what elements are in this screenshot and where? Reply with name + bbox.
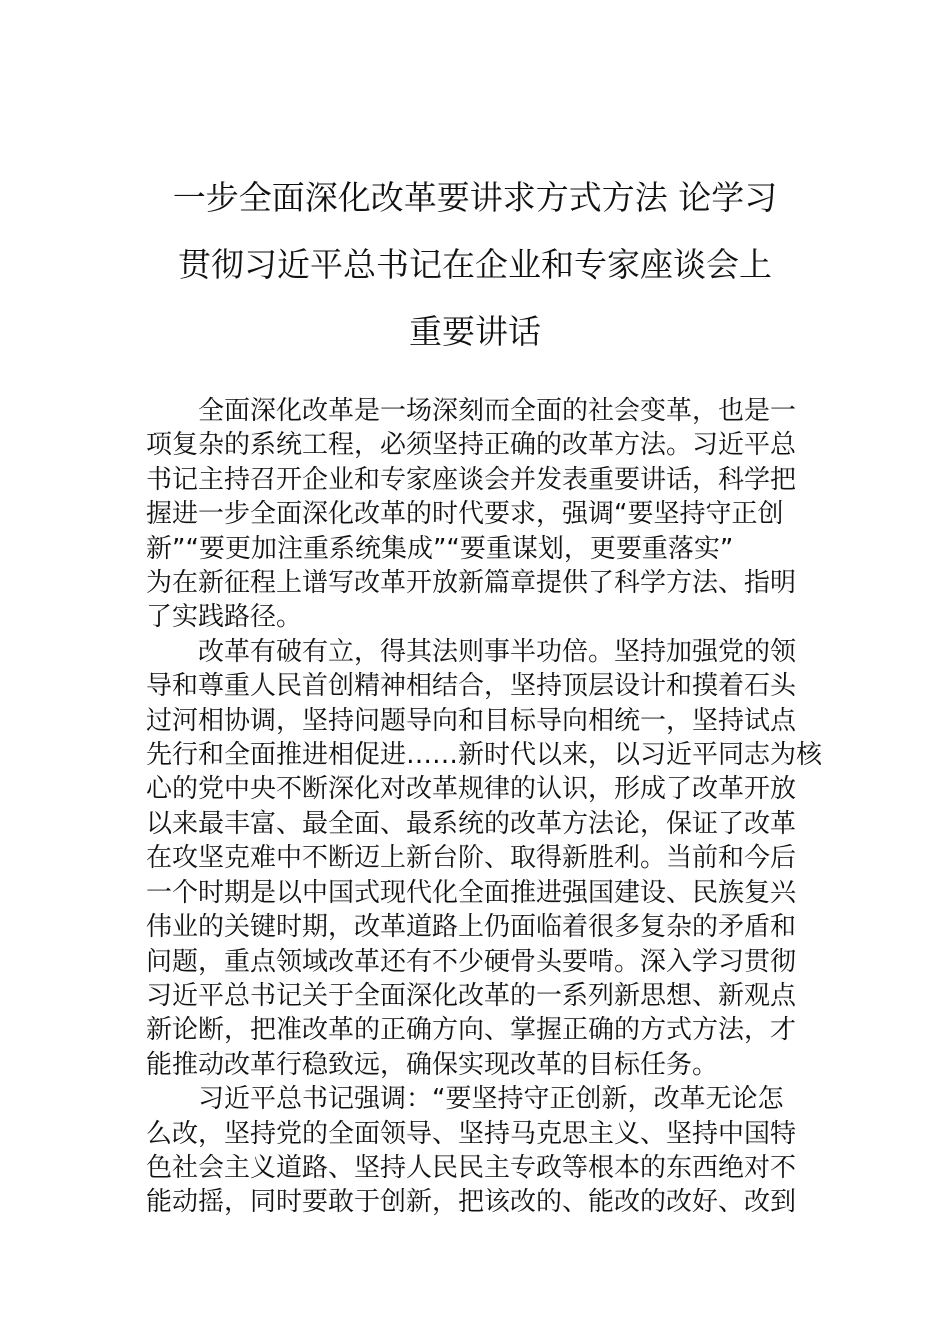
text-line: 全面深化改革是一场深刻而全面的社会变革，也是一: [198, 396, 797, 426]
text-line: 握进一步全面深化改革的时代要求，强调“要坚持守正创: [146, 499, 784, 530]
document-body: [146, 394, 823, 1220]
text-line: 书记主持召开企业和专家座谈会并发表重要讲话，科学把: [146, 464, 797, 495]
text-line: 新论断，把准改革的正确方向、掌握正确的方式方法，才: [146, 1015, 797, 1046]
paragraph: [146, 635, 823, 1082]
text-line: 了实践路径。: [146, 602, 303, 633]
text-line: 色社会主义道路、坚持人民民主专政等根本的东西绝对不: [146, 1152, 797, 1183]
text-line: 伟业的关键时期，改革道路上仍面临着很多复杂的矛盾和: [146, 912, 797, 943]
text-line: 以来最丰富、最全面、最系统的改革方法论，保证了改革: [146, 808, 797, 839]
text-line: 一个时期是以中国式现代化全面推进强国建设、民族复兴: [146, 877, 797, 908]
text-line: 能推动改革行稳致远，确保实现改革的目标任务。: [146, 1049, 719, 1080]
text-line: 项复杂的系统工程，必须坚持正确的改革方法。习近平总: [146, 430, 797, 461]
text-line: 先行和全面推进相促进……新时代以来，以习近平同志为核: [146, 740, 823, 771]
title-line: 一步全面深化改革要讲求方式方法 论学习: [172, 178, 778, 217]
paragraph: [146, 1082, 806, 1220]
paragraph: [146, 394, 806, 635]
text-line: 改革有破有立，得其法则事半功倍。坚持加强党的领: [198, 636, 797, 667]
text-line: 为在新征程上谱写改革开放新篇章提供了科学方法、指明: [146, 568, 797, 599]
text-line: 问题，重点领域改革还有不少硬骨头要啃。深入学习贯彻: [146, 946, 797, 977]
text-line: 在攻坚克难中不断迈上新台阶、取得新胜利。当前和今后: [146, 843, 797, 874]
title-line: 重要讲话: [409, 312, 541, 351]
text-line: 能动摇，同时要敢于创新，把该改的、能改的改好、改到: [146, 1187, 797, 1218]
text-line: 么改，坚持党的全面领导、坚持马克思主义、坚持中国特: [146, 1118, 797, 1149]
text-line: 习近平总书记关于全面深化改革的一系列新思想、新观点: [146, 980, 797, 1011]
text-line: 新”“要更加注重系统集成”“要重谋划，更要重落实”: [146, 533, 734, 564]
title-line: 贯彻习近平总书记在企业和专家座谈会上: [178, 245, 772, 284]
text-line: 导和尊重人民首创精神相结合，坚持顶层设计和摸着石头: [146, 671, 797, 702]
text-line: 心的党中央不断深化对改革规律的认识，形成了改革开放: [146, 774, 797, 805]
text-line: 过河相协调，坚持问题导向和目标导向相统一，坚持试点: [146, 705, 797, 736]
document-title: [130, 164, 820, 365]
text-line: 习近平总书记强调：“要坚持守正创新，改革无论怎: [198, 1084, 784, 1115]
